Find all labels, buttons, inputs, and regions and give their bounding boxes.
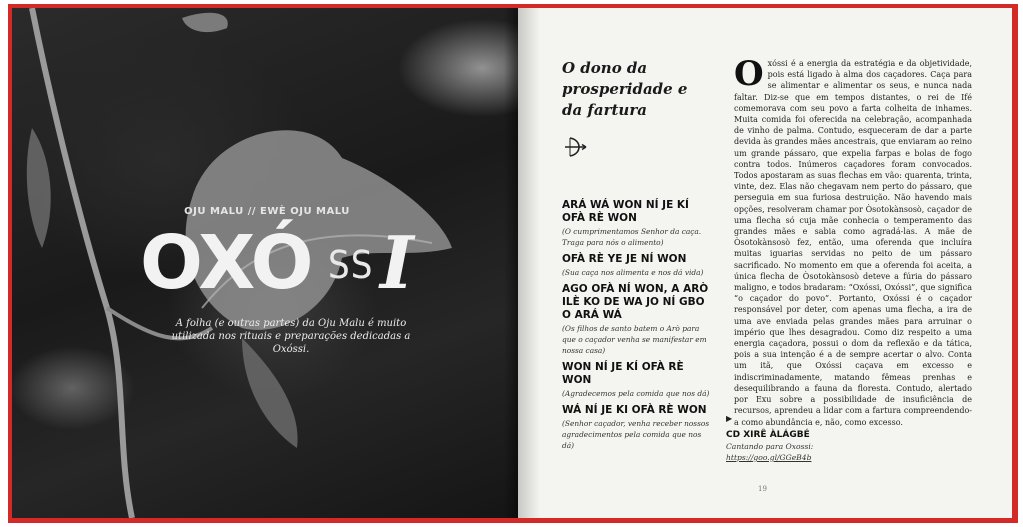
left-page-photo [12, 8, 518, 518]
gutter-shadow-left [504, 8, 518, 518]
plant-stem [32, 8, 132, 518]
drop-cap: O [734, 54, 764, 94]
page-number: 19 [758, 485, 767, 493]
audio-reference [726, 414, 846, 463]
hero-title-part3: I [380, 220, 414, 305]
lyric-translation: (Agradecemos pela comida que nos dá) [562, 389, 710, 398]
audio-subtitle: Cantando para Oxossi: [726, 442, 814, 451]
leaf-shape-top [182, 13, 228, 32]
lyric-line: ARÁ WÁ WON NÍ JE KÍ OFÀ RÈ WON [562, 199, 689, 224]
audio-heading: CD XIRÊ ÀLÁGBÉ [726, 430, 810, 440]
right-page [518, 8, 1012, 518]
hero-title-part2: SS [328, 243, 374, 287]
lyric-translation: (Os filhos de santo batem o Arò para que o caçador venha se manifestar em nossa casa) [562, 324, 707, 355]
bow-and-arrow-icon [564, 136, 588, 158]
lyric-translation: (Senhor caçador, venha receber nossos agradecimentos pela comida que nos dá) [562, 419, 710, 450]
lyric-line: WÁ NÍ JE KI OFÀ RÈ WON [562, 404, 707, 416]
lyric-translation: (O cumprimentamos Senhor da caça. Traga para nós o alimento) [562, 227, 702, 247]
song-lyrics [562, 199, 712, 456]
cover-edge-right [1012, 4, 1018, 523]
body-text [734, 54, 972, 428]
lyric-line: WON NÍ JE KÍ OFÀ RÈ WON [562, 361, 684, 386]
hero-title [130, 218, 430, 308]
hero-title-part1: OXÓ [140, 220, 312, 306]
gutter-shadow-right [518, 8, 540, 518]
lyric-line: OFÀ RÈ YE JE NÍ WON [562, 253, 687, 265]
play-icon: ▶ [726, 414, 733, 423]
lyric-translation: (Sua caça nos alimenta e nos dá vida) [562, 268, 704, 277]
body-paragraph: xóssi é a energia da estratégia e da objetividade, pois está ligado à alma dos caçadores. Caça para se alimentar e alimentar os seus, e nunca nada faltar. Diz-se que em tempos distantes, o rei de Ifé comemorava com seu povo a farta colheita de inhames. Muita comida foi oferecida na celebração, acompanhada de vinho de palma. Contudo, esqueceram de dar a parte devida às grandes mães ancestrais, que enviaram ao reino um grande pássaro, que expelia farpas e bolas de fogo contra todos. Inúmeros caçadores foram convocados. Todos apostaram as suas flechas em vão: quarenta, trinta, vinte, dez. Elas não chegavam nem perto do pássaro, que perseguia em sua furiosa destruição. Não havendo mais opções, resolveram chamar por Òsotokànsosò, caçador de uma flecha só cuja mãe conhecia o temperamento das grandes mães e sabia como agradá-las. A mãe de Òsotokànsosò fez, então, uma oferenda que incluíra muitas iguarias servidas no peito de um pássaro sacrificado. No momento em que a oferenda foi aceita, a única flecha de Òsotokànsosò deteve a fúria do pássaro maligno, e todos bradaram: “Oxóssi, Oxóssi”, que significa “o caçador do povo”. Portanto, Oxóssi é o caçador responsável por deter, com apenas uma flecha, a ira de uma ave enviada pelas grandes mães para arruinar o império que lhes desagradou. Como diz respeito a uma energia caçadora, possui o dom da reflexão e da tática, pois a sua intenção é a de sempre acertar o alvo. Conta um itã, que Oxóssi caçava em excesso e indiscriminadamente, matando fêmeas prenhas e desequilibrando a fauna da floresta. Contudo, alertado por Exu sobre a possibilidade de insuficiência de recursos, aprendeu a lidar com a fartura compreendendo-a como abundância e, não, como excesso. [734, 59, 972, 427]
photo-caption: A folha (e outras partes) da Oju Malu é muito utilizada nos rituais e preparações dedicadas a Oxóssi. [171, 318, 411, 355]
plant-kicker: OJU MALU // EWÈ OJU MALU [184, 206, 350, 217]
leaf-shape-side [27, 128, 51, 248]
audio-link[interactable]: https://goo.gl/GGeB4b [726, 453, 812, 462]
section-title: O dono da prosperidade e da fartura [562, 59, 688, 119]
lyric-line: AGO OFÀ NÍ WON, A ARÒ ILÈ KO DE WA JO NÍ GBO O ARÁ WÁ [562, 283, 709, 321]
